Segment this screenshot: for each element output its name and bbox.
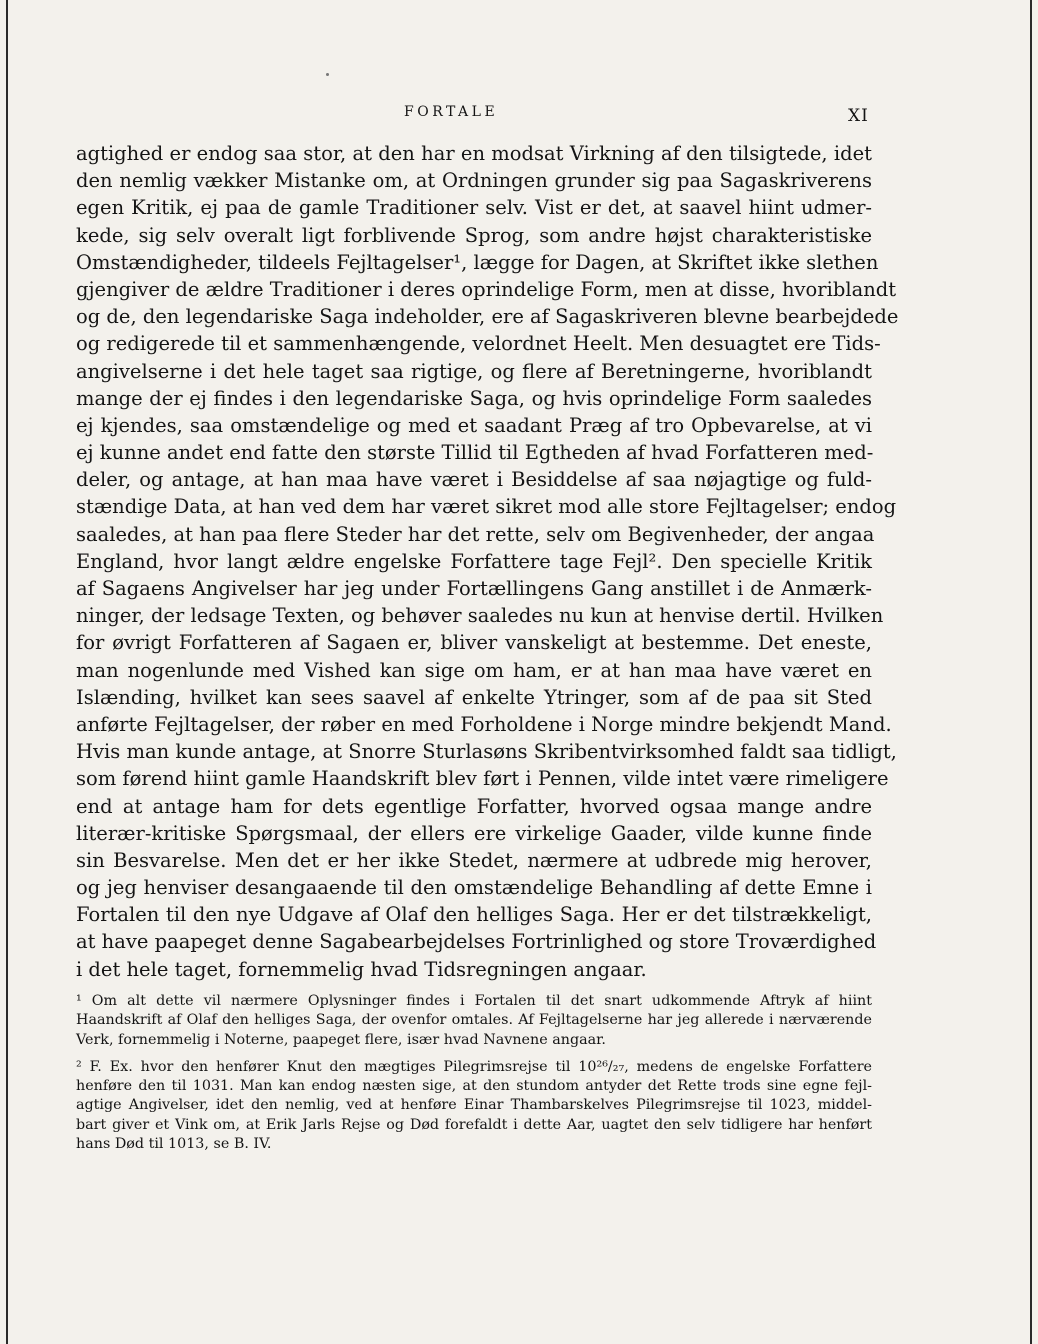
body-line: kede, sig selv overalt ligt forblivende Sprog, som andre højst charakteristiske bbox=[76, 223, 872, 247]
footnote-line: hans Død til 1013, se B. IV. bbox=[76, 1136, 272, 1153]
body-line: stændige Data, at han ved dem har været sikret mod alle store Fejltagelser; endog bbox=[76, 495, 897, 519]
footnotes bbox=[76, 992, 872, 1154]
footnote-line: Haandskrift af Olaf den helliges Saga, der ovenfor omtales. Af Fejltagelserne har jeg allerede i nærværende bbox=[76, 1012, 872, 1029]
body-line: man nogenlunde med Vished kan sige om ham, er at han maa have været en bbox=[76, 658, 872, 682]
body-line: saaledes, at han paa flere Steder har det rette, selv om Begivenheder, der angaa bbox=[76, 522, 875, 546]
right-scan-edge bbox=[1030, 0, 1032, 1344]
body-line: gjengiver de ældre Traditioner i deres oprindelige Form, men at disse, hvoriblandt bbox=[76, 277, 897, 301]
footnote-line: agtige Angivelser, idet den nemlig, ved at henføre Einar Thambarskelves Pilegrimsrejse til 1023, middel- bbox=[76, 1097, 872, 1114]
body-line: angivelserne i det hele taget saa rigtige, og flere af Beretningerne, hvoriblandt bbox=[76, 359, 872, 383]
body-line: England, hvor langt ældre engelske Forfattere tage Fejl². Den specielle Kritik bbox=[76, 549, 872, 573]
body-line: end at antage ham for dets egentlige Forfatter, hvorved ogsaa mange andre bbox=[76, 794, 872, 818]
body-line: og de, den legendariske Saga indeholder, ere af Sagaskriveren blevne bearbejdede bbox=[76, 305, 899, 329]
footnote-1 bbox=[76, 992, 872, 1050]
body-line: ej kjendes, saa omstændelige og med et saadant Præg af tro Opbevarelse, at vi bbox=[76, 413, 872, 437]
body-line: af Sagaens Angivelser har jeg under Fortællingens Gang anstillet i de Anmærk- bbox=[76, 577, 872, 600]
page-number: XI bbox=[848, 106, 869, 126]
footnote-line: Verk, fornemmelig i Noterne, paapeget flere, især hvad Navnene angaar. bbox=[76, 1031, 606, 1048]
body-line: Islænding, hvilket kan sees saavel af enkelte Ytringer, som af de paa sit Sted bbox=[76, 685, 872, 709]
body-line: literær-kritiske Spørgsmaal, der ellers ere virkelige Gaader, vilde kunne finde bbox=[76, 821, 872, 845]
body-line: egen Kritik, ej paa de gamle Traditioner selv. Vist er det, at saavel hiint udmer- bbox=[76, 196, 872, 220]
body-line: og redigerede til et sammenhængende, velordnet Heelt. Men desuagtet ere Tids- bbox=[76, 332, 881, 356]
body-line: og jeg henviser desangaaende til den omstændelige Behandling af dette Emne i bbox=[76, 876, 872, 900]
body-line: ej kunne andet end fatte den største Tillid til Egtheden af hvad Forfatteren med- bbox=[76, 441, 874, 465]
body-line: ninger, der ledsage Texten, og behøver saaledes nu kun at henvise dertil. Hvilken bbox=[76, 604, 884, 628]
scan-speck bbox=[326, 73, 329, 76]
body-line: i det hele taget, fornemmelig hvad Tidsregningen angaar. bbox=[76, 957, 647, 981]
footnote-line: bart giver et Vink om, at Erik Jarls Rejse og Død forefaldt i dette Aar, uagtet den selv tidligere har henført bbox=[76, 1116, 872, 1133]
body-line: Omstændigheder, tildeels Fejltagelser¹, lægge for Dagen, at Skriftet ikke slethen bbox=[76, 250, 879, 274]
body-line: Hvis man kunde antage, at Snorre Sturlasøns Skribentvirksomhed faldt saa tidligt, bbox=[76, 740, 897, 764]
body-line: anførte Fejltagelser, der røber en med Forholdene i Norge mindre bekjendt Mand. bbox=[76, 712, 892, 736]
footnote-2 bbox=[76, 1058, 872, 1154]
left-scan-edge bbox=[6, 0, 8, 1344]
body-line: mange der ej findes i den legendariske Saga, og hvis oprindelige Form saaledes bbox=[76, 386, 872, 410]
body-text bbox=[76, 140, 899, 983]
footnote-line: ¹ Om alt dette vil nærmere Oplysninger findes i Fortalen til det snart udkommende Aftryk af hiint bbox=[76, 993, 872, 1009]
body-line: som førend hiint gamle Haandskrift blev ført i Pennen, vilde intet være rimeligere bbox=[76, 767, 889, 791]
body-line: for øvrigt Forfatteren af Sagaen er, bliver vanskeligt at bestemme. Det eneste, bbox=[76, 631, 872, 655]
body-line: sin Besvarelse. Men det er her ikke Stedet, nærmere at udbrede mig herover, bbox=[76, 848, 872, 872]
footnote-line: henføre den til 1031. Man kan endog næsten sige, at den stundom antyder det Rette trods sine egne fejl- bbox=[76, 1078, 872, 1095]
body-line: den nemlig vækker Mistanke om, at Ordningen grunder sig paa Sagaskriverens bbox=[76, 169, 872, 193]
footnote-line: ² F. Ex. hvor den henfører Knut den mægtiges Pilegrimsrejse til 10²⁶/₂₇, medens de engelske Forfattere bbox=[76, 1058, 872, 1075]
running-title: FORTALE bbox=[404, 104, 499, 120]
page-header bbox=[0, 100, 1038, 126]
body-line: agtighed er endog saa stor, at den har en modsat Virkning af den tilsigtede, idet bbox=[76, 142, 872, 165]
body-line: at have paapeget denne Sagabearbejdelses Fortrinlighed og store Troværdighed bbox=[76, 930, 877, 954]
body-line: Fortalen til den nye Udgave af Olaf den helliges Saga. Her er det tilstrækkeligt, bbox=[76, 903, 872, 927]
body-line: deler, og antage, at han maa have været i Besiddelse af saa nøjagtige og fuld- bbox=[76, 468, 872, 492]
